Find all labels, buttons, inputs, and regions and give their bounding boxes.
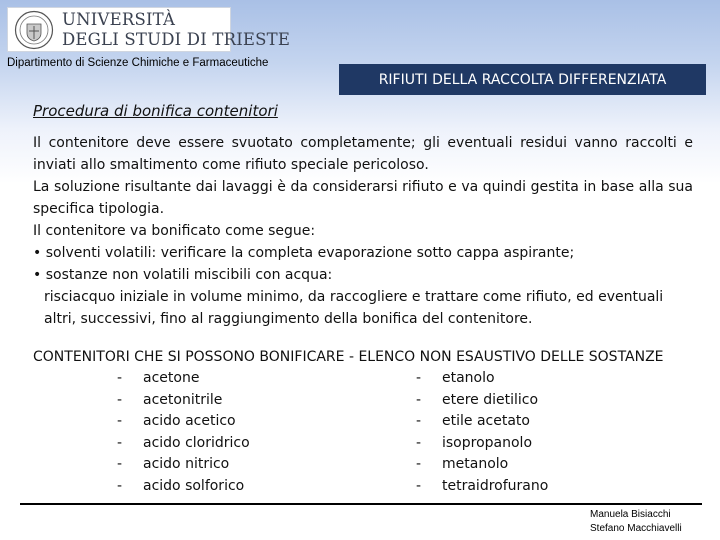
footer-divider (20, 503, 702, 505)
list-heading: CONTENITORI CHE SI POSSONO BONIFICARE - ELENCO NON ESAUSTIVO DELLE SOSTANZE (33, 349, 664, 365)
substance-list-right (416, 368, 548, 497)
rinse-instruction: risciacquo iniziale in volume minimo, da raccogliere e trattare come rifiuto, ed eventuali altri, successivi, fino al raggiungimento della bonifica del contenitore. (44, 289, 664, 327)
list-item: - acido nitrico (117, 456, 230, 472)
paragraph-3: Il contenitore va bonificato come segue: (33, 223, 316, 239)
logo-line-1: UNIVERSITÀ (62, 9, 176, 29)
title-banner: RIFIUTI DELLA RACCOLTA DIFFERENZIATA (339, 64, 706, 95)
list-item: - acido cloridrico (117, 434, 250, 451)
list-item: - tetraidrofurano (416, 477, 549, 494)
substance-list-left (117, 368, 250, 497)
list-item: - acetonitrile (117, 391, 223, 408)
university-logo (7, 7, 291, 52)
bullet-non-volatile: • sostanze non volatili miscibili con acqua: (33, 267, 333, 283)
list-item: - isopropanolo (416, 434, 533, 451)
list-item: - etile acetato (416, 413, 530, 429)
list-item: - metanolo (416, 456, 509, 472)
paragraph-1: Il contenitore deve essere svuotato completamente; gli eventuali residui vanno raccolti e inviati allo smaltimento come rifiuto speciale pericoloso. (33, 135, 693, 173)
list-item: - etere dietilico (416, 391, 539, 408)
department-name: Dipartimento di Scienze Chimiche e Farmaceutiche (7, 57, 269, 69)
list-item: - acido solforico (117, 477, 245, 494)
paragraph-2: La soluzione risultante dai lavaggi è da considerarsi rifiuto e va quindi gestita in base alla sua specifica tipologia. (33, 179, 693, 217)
authors (590, 508, 682, 536)
bullet-volatile: • solventi volatili: verificare la completa evaporazione sotto cappa aspirante; (33, 245, 575, 261)
section-title: Procedura di bonifica contenitori (33, 102, 278, 120)
list-item: - acetone (117, 370, 200, 386)
logo-line-2: DEGLI STUDI DI TRIESTE (62, 29, 291, 49)
procedure-text (33, 132, 693, 330)
university-seal-icon (14, 10, 54, 50)
list-item: - acido acetico (117, 413, 236, 429)
list-item: - etanolo (416, 370, 495, 386)
author-2: Stefano Macchiavelli (590, 523, 682, 534)
author-1: Manuela Bisiacchi (590, 509, 671, 520)
